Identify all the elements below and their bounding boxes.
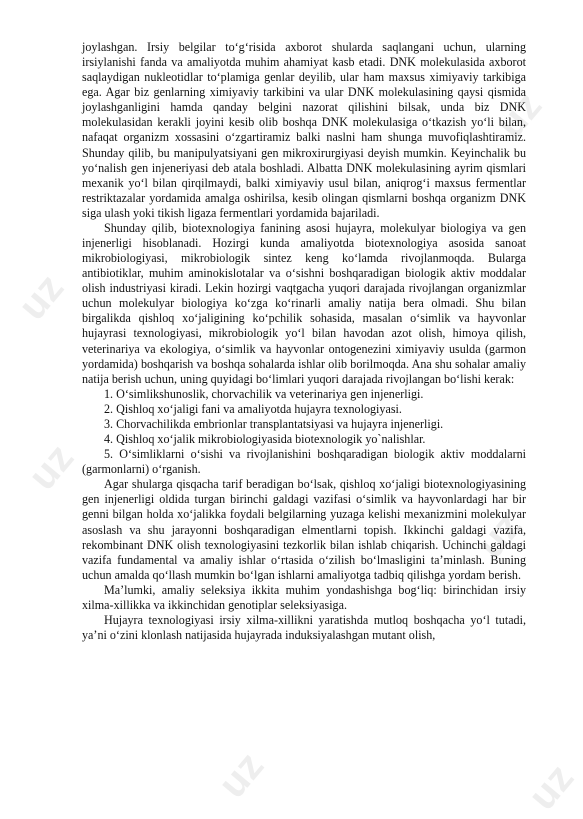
list-item: 5. O‘simliklarni o‘sishi va rivojlanishini boshqaradigan biologik aktiv moddalarni (garmonlarni) o‘rganish. xyxy=(82,447,526,477)
list-item: 2. Qishloq xo‘jaligi fani va amaliyotda hujayra texnologiyasi. xyxy=(104,401,402,416)
watermark-text: uz xyxy=(468,503,531,567)
paragraph-biotechnology-basis: Shunday qilib, biotexnologiya fanining asosi hujayra, molekulyar biologiya va gen injenerligi hisoblanadi. Hozirgi kunda amaliyotda biotexnologiya asosida sanoat mikrobiologiyasi, mikrobiologik sintez keng ko‘lamda rivojlanmoqda. Bularga antibiotiklar, muhim aminokislotalar va o‘sishni boshqaradigan biologik aktiv moddalar olish industriyasi kiradi. Lekin hozirgi vaqtgacha yuqori darajada rivojlangan organizmlar uchun molekulyar biologiya ko‘zga ko‘rinarli amaliy natija bera olmadi. Shu bilan birgalikda qishloq xo‘jaligining ko‘pchilik sohasida, masalan o‘simlik va hayvonlar hujayrasi texnologiyasi, mikrobiologik yo‘l bilan havodan azot olish, himoya qilish, veterinariya va ekologiya, o‘simlik va hayvonlar ontogenezini ximiyaviy usulda (garmon yordamida) boshqarish va boshqa sohalarda ishlar olib borilmoqda. Ana shu sohalar amaliy natija berish uchun, uning quyidagi bo‘limlari yuqori darajada rivojlangan bo‘lishi kerak: xyxy=(82,220,526,386)
list-item: 1. O‘simlikshunoslik, chorvachilik va veterinariya gen injenerligi. xyxy=(104,386,424,401)
paragraph-tasks: Agar shularga qisqacha tarif beradigan bo‘lsak, qishloq xo‘jaligi biotexnologiyasining gen injenerligi oldida turgan birinchi galdagi vazifasi o‘simlik va hayvonlardagi har bir genni bilgan holda xo‘jalikka foydali belgilarning yuzaga kelishi mexanizmini molekulyar asoslash va shu jarayonni boshqaradigan elmentlarni topish. Ikkinchi galdagi vazifa, rekombinant DNK olish texnologiyasini tezkorlik bilan ishlab chiqarish. Uchinchi galdagi vazifa fundamental va amaliy ishlar o‘rtasida o‘zilish bo‘lmasligini ta’minlash. Buning uchun amalda qo‘llash mumkin bo‘lgan ishlarni amaliyotga tadbiq qilishga yordam berish. xyxy=(82,477,526,582)
paragraph-selection: Ma’lumki, amaliy seleksiya ikkita muhim yondashishga bog‘liq: birinchidan irsiy xilma-xillikka va ikkinchidan genotiplar seleksiyasiga. xyxy=(82,582,526,612)
watermark-text: uz xyxy=(520,755,583,819)
document-page xyxy=(82,40,526,643)
paragraph-cell-technology: Hujayra texnologiyasi irsiy xilma-xillikni yaratishda mutloq boshqacha yo‘l tutadi, ya’ni o‘zini klonlash natijasida hujayrada induksiyalashgan mutant olish, xyxy=(82,612,526,643)
watermark-text: uz xyxy=(488,83,551,147)
watermark-text: uz xyxy=(20,435,83,499)
list-item: 4. Qishloq xo‘jalik mikrobiologiyasida biotexnologik yo`nalishlar. xyxy=(104,432,426,447)
list-item: 3. Chorvachilikda embrionlar transplantatsiyasi va hujayra injenerligi. xyxy=(104,416,444,431)
paragraph-gene-engineering-intro: joylashgan. Irsiy belgilar to‘g‘risida axborot shularda saqlangani uchun, ularning irsiylanishi fanda va amaliyotda muhim ahamiyat kasb etadi. DNK molekulasida axborot saqlaydigan nukleotidlar to‘plamiga genlar deyilib, ular ham maxsus ximiyaviy tarkibiga ega. Agar biz genlarning ximiyaviy tarkibini va ular DNK molekulasining qaysi qismida joylashganligini hamda qanday belgini nazorat qilishini bilsak, unda biz DNK molekulasidan kerakli joyini kesib olib boshqa DNK molekulasiga o‘tkazish yo‘li bilan, nafaqat organizm xossasini o‘zgartiramiz balki naslni ham shunga muvofiqlashtiramiz. Shunday qilib, bu manipulyatsiyani gen mikroxirurgiyasi deyish mumkin. Keyinchalik bu yo‘nalish gen injeneriyasi deb atala boshladi. Albatta DNK molekulasining ayrim qismlari mexanik yo‘l bilan qirqilmaydi, balki ximiyaviy usul bilan, aniqrog‘i maxsus fermentlar restriktazalar yordamida amalga oshirilsa, kesib olingan qismlarni boshqa organizm DNK siga ulash yoki tikish ligaza fermentlari yordamida bajariladi. xyxy=(82,40,526,220)
watermark-text: uz xyxy=(10,265,73,329)
watermark-text: uz xyxy=(210,743,273,807)
